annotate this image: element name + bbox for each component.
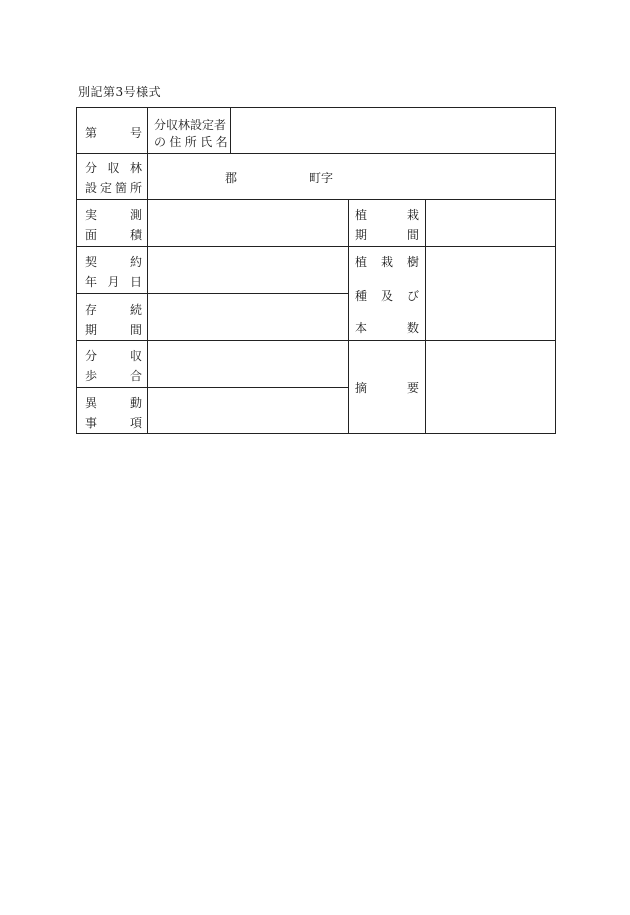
col-divider (147, 108, 148, 433)
number-label: 第 号 (85, 126, 142, 140)
contract-date-label-line1: 契 約 (85, 255, 142, 269)
row-divider (77, 153, 555, 154)
setter-label-line1: 分収林設定者 (154, 118, 227, 132)
area-label-line2: 面 積 (85, 228, 142, 242)
duration-label-line2: 期 間 (85, 323, 142, 337)
species-label-line3: 本 数 (355, 321, 419, 335)
row-divider (77, 293, 349, 294)
location-label-line1: 分 収 林 (85, 161, 142, 175)
location-label-line2: 設 定 箇 所 (85, 181, 142, 195)
row-divider (77, 246, 555, 247)
remarks-label: 摘 要 (355, 381, 419, 395)
share-ratio-label-line2: 歩 合 (85, 369, 142, 383)
application-form-table (76, 107, 556, 434)
setter-address-name-field[interactable] (233, 110, 551, 150)
gun-label: 郡 (225, 171, 238, 185)
species-label-line1: 植 栽 樹 (355, 255, 419, 269)
changes-label-line2: 事 項 (85, 416, 142, 430)
duration-label-line1: 存 続 (85, 303, 142, 317)
area-label-line1: 実 測 (85, 208, 142, 222)
planting-period-label-line1: 植 栽 (355, 208, 419, 222)
form-title: 別記第3号様式 (78, 85, 162, 99)
share-ratio-label-line1: 分 収 (85, 349, 142, 363)
col-divider (425, 199, 426, 433)
row-divider (77, 199, 555, 200)
changes-label-line1: 異 動 (85, 396, 142, 410)
row-divider (77, 387, 349, 388)
species-label-line2: 種 及 び (355, 289, 419, 303)
setter-label-line2: の住所氏名 (154, 135, 232, 149)
machiaza-label: 町字 (309, 171, 334, 185)
row-divider (77, 340, 555, 341)
planting-period-label-line2: 期 間 (355, 228, 419, 242)
col-divider (348, 199, 349, 433)
contract-date-label-line2: 年 月 日 (85, 275, 142, 289)
